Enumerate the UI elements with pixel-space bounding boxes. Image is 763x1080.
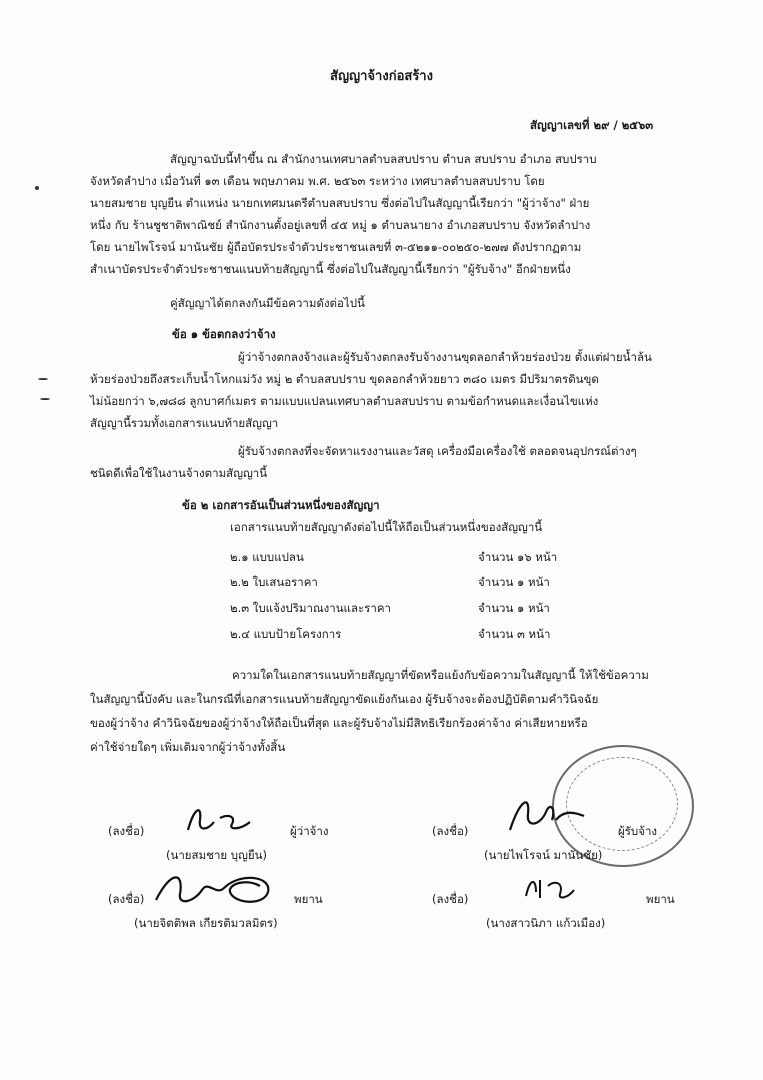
clause-line: สัญญานี้รวมทั้งเอกสารแนบท้ายสัญญา xyxy=(90,416,279,430)
attachment-qty: จำนวน ๑๖ หน้า xyxy=(478,550,558,564)
intro-line: สำเนาบัตรประจำตัวประชาชนแนบท้ายสัญญานี้ ซึ่งต่อไปในสัญญานี้เรียกว่า "ผู้รับจ้าง" อีกฝ่ายหนึ่ง xyxy=(90,262,571,276)
scan-mark xyxy=(38,378,48,380)
intro-line: สัญญาฉบับนี้ทำขึ้น ณ สำนักงานเทศบาลตำบลสบปราบ ตำบล สบปราบ อำเภอ สบปราบ xyxy=(170,152,597,166)
attachment-label: ๒.๑ แบบแปลน xyxy=(230,550,304,564)
sign-prefix: (ลงชื่อ) xyxy=(432,892,469,906)
witness1-signature xyxy=(150,866,280,912)
scan-dot xyxy=(35,186,39,190)
intro-line: โดย นายไพโรจน์ มานันชัย ผู้ถือบัตรประจำตัวประชาชนเลขที่ ๓-๕๒๑๑-๐๐๒๕๐-๒๗๗ ดังปรากฏตาม xyxy=(90,240,582,254)
intro-line: คู่สัญญาได้ตกลงกันมีข้อความดังต่อไปนี้ xyxy=(170,296,365,310)
sign-prefix: (ลงชื่อ) xyxy=(108,824,145,838)
attachment-qty: จำนวน ๑ หน้า xyxy=(478,601,550,615)
employer-role: ผู้ว่าจ้าง xyxy=(290,824,329,838)
clause-line: ผู้รับจ้างตกลงที่จะจัดหาแรงงานและวัสดุ เครื่องมือเครื่องใช้ ตลอดจนอุปกรณ์ต่างๆ xyxy=(238,444,637,458)
attachment-label: ๒.๒ ใบเสนอราคา xyxy=(230,575,318,589)
employer-name: (นายสมชาย บุญยืน) xyxy=(166,848,267,862)
scan-mark xyxy=(40,398,50,400)
witness2-signature xyxy=(520,872,580,904)
intro-line: นายสมชาย บุญยืน ตำแหน่ง นายกเทศมนตรีตำบลสบปราบ ซึ่งต่อไปในสัญญานี้เรียกว่า "ผู้ว่าจ้าง" ฝ่าย xyxy=(90,196,590,210)
clause-heading: ข้อ ๑ ข้อตกลงว่าจ้าง xyxy=(172,327,276,341)
witness-role: พยาน xyxy=(294,892,323,906)
closing-line: ของผู้ว่าจ้าง คำวินิจฉัยของผู้ว่าจ้างให้ถือเป็นที่สุด และผู้รับจ้างไม่มีสิทธิเรียกร้องค่าจ้าง ค่าเสียหายหรือ xyxy=(90,716,588,730)
attachment-qty: จำนวน ๓ หน้า xyxy=(478,627,551,641)
contractor-name: (นายไพโรจน์ มานันชัย) xyxy=(484,848,603,862)
clause-subheading: เอกสารแนบท้ายสัญญาดังต่อไปนี้ให้ถือเป็นส่วนหนึ่งของสัญญานี้ xyxy=(230,520,543,534)
contractor-role: ผู้รับจ้าง xyxy=(618,824,658,838)
intro-line: หนึ่ง กับ ร้านชูชาติพาณิชย์ สำนักงานตั้งอยู่เลขที่ ๔๕ หมู่ ๑ ตำบลนายาง อำเภอสบปราบ จังหวัดลำปาง xyxy=(90,218,591,232)
clause-heading: ข้อ ๒ เอกสารอันเป็นส่วนหนึ่งของสัญญา xyxy=(182,498,380,512)
attachment-qty: จำนวน ๑ หน้า xyxy=(478,575,550,589)
witness-role: พยาน xyxy=(646,892,675,906)
intro-line: จังหวัดลำปาง เมื่อวันที่ ๑๓ เดือน พฤษภาคม พ.ศ. ๒๕๖๓ ระหว่าง เทศบาลตำบลสบปราบ โดย xyxy=(90,174,545,188)
clause-line: ผู้ว่าจ้างตกลงจ้างและผู้รับจ้างตกลงรับจ้างงานขุดลอกลำห้วยร่องป่วย ตั้งแต่ฝายน้ำล้น xyxy=(238,350,652,364)
contractor-signature xyxy=(500,790,590,840)
attachment-label: ๒.๔ แบบป้ายโครงการ xyxy=(230,627,342,641)
clause-line: ห้วยร่องป่วยถึงสระเก็บน้ำโหกแม่วัง หมู่ ๒ ตำบลสบปราบ ขุดลอกลำห้วยยาว ๓๘๐ เมตร มีปริมาตรดินขุด xyxy=(90,372,599,386)
document-title: สัญญาจ้างก่อสร้าง xyxy=(330,69,433,84)
clause-line: ชนิดดีเพื่อใช้ในงานจ้างตามสัญญานี้ xyxy=(90,466,268,480)
clause-line: ไม่น้อยกว่า ๖,๗๘๘ ลูกบาศก์เมตร ตามแบบแปลนเทศบาลตำบลสบปราบ ตามข้อกำหนดและเงื่อนไขแห่ง xyxy=(90,394,599,408)
employer-signature xyxy=(180,800,260,840)
sign-prefix: (ลงชื่อ) xyxy=(108,892,145,906)
contract-number: สัญญาเลขที่ ๒๙ / ๒๕๖๓ xyxy=(530,118,654,132)
attachment-label: ๒.๓ ใบแจ้งปริมาณงานและราคา xyxy=(230,601,391,615)
sign-prefix: (ลงชื่อ) xyxy=(432,824,469,838)
witness1-name: (นายจิตติพล เกียรติมวลมิตร) xyxy=(134,916,278,930)
closing-line: ในสัญญานี้บังคับ และในกรณีที่เอกสารแนบท้ายสัญญาขัดแย้งกันเอง ผู้รับจ้างจะต้องปฏิบัติตามคำวินิจฉัย xyxy=(90,692,599,706)
closing-line: ความใดในเอกสารแนบท้ายสัญญาที่ขัดหรือแย้งกับข้อความในสัญญานี้ ให้ใช้ข้อความ xyxy=(232,668,649,682)
witness2-name: (นางสาวนิภา แก้วเมือง) xyxy=(486,916,606,930)
closing-line: ค่าใช้จ่ายใดๆ เพิ่มเติมจากผู้ว่าจ้างทั้งสิ้น xyxy=(90,740,286,754)
